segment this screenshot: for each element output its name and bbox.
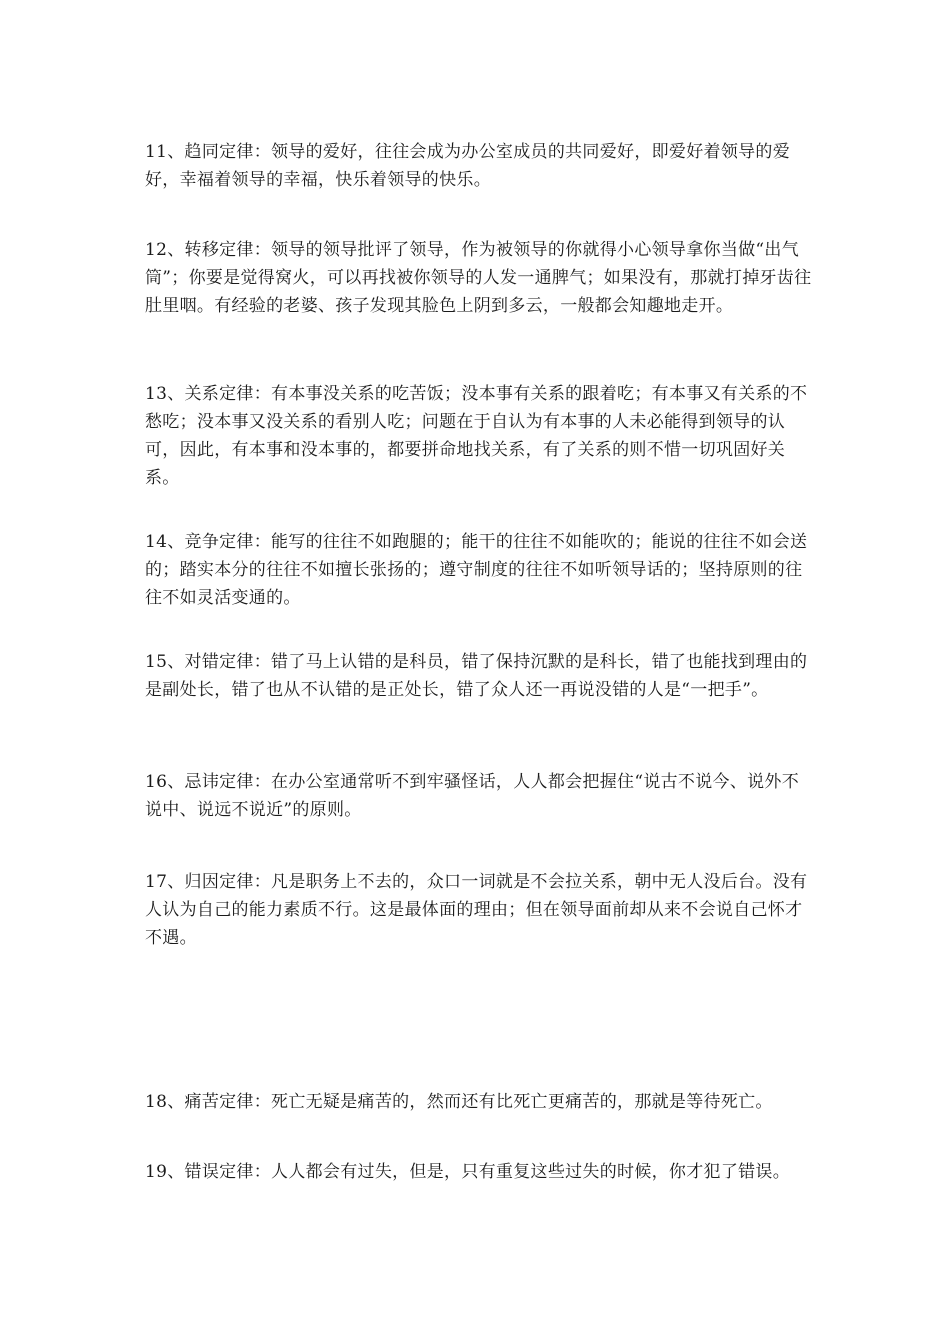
paragraph-law-19: 19、错误定律：人人都会有过失，但是，只有重复这些过失的时候，你才犯了错误。 xyxy=(145,1162,791,1182)
paragraph-law-16: 16、忌讳定律：在办公室通常听不到牢骚怪话，人人都会把握住“说古不说今、说外不说中、说远不说近”的原则。 xyxy=(145,772,800,820)
paragraph-law-15: 15、对错定律：错了马上认错的是科员，错了保持沉默的是科长，错了也能找到理由的是副处长，错了也从不认错的是正处长，错了众人还一再说没错的人是“一把手”。 xyxy=(145,652,808,700)
paragraph-law-11: 11、趋同定律：领导的爱好，往往会成为办公室成员的共同爱好，即爱好着领导的爱好，幸福着领导的幸福，快乐着领导的快乐。 xyxy=(145,142,791,190)
paragraph-law-18: 18、痛苦定律：死亡无疑是痛苦的，然而还有比死亡更痛苦的，那就是等待死亡。 xyxy=(145,1092,773,1112)
paragraph-law-13: 13、关系定律：有本事没关系的吃苦饭；没本事有关系的跟着吃；有本事又有关系的不愁吃；没本事又没关系的看别人吃；问题在于自认为有本事的人未必能得到领导的认可，因此，有本事和没本事的，都要拼命地找关系，有了关系的则不惜一切巩固好关系。 xyxy=(145,384,808,488)
paragraph-law-17: 17、归因定律：凡是职务上不去的，众口一词就是不会拉关系，朝中无人没后台。没有人认为自己的能力素质不行。这是最体面的理由；但在领导面前却从来不会说自己怀才不遇。 xyxy=(145,872,808,948)
paragraph-law-12: 12、转移定律：领导的领导批评了领导，作为被领导的你就得小心领导拿你当做“出气筒”；你要是觉得窝火，可以再找被你领导的人发一通脾气；如果没有，那就打掉牙齿往肚里咽。有经验的老婆、孩子发现其脸色上阴到多云，一般都会知趣地走开。 xyxy=(145,240,812,316)
paragraph-law-14: 14、竞争定律：能写的往往不如跑腿的；能干的往往不如能吹的；能说的往往不如会送的；踏实本分的往往不如擅长张扬的；遵守制度的往往不如听领导话的；坚持原则的往往不如灵活变通的。 xyxy=(145,532,808,608)
